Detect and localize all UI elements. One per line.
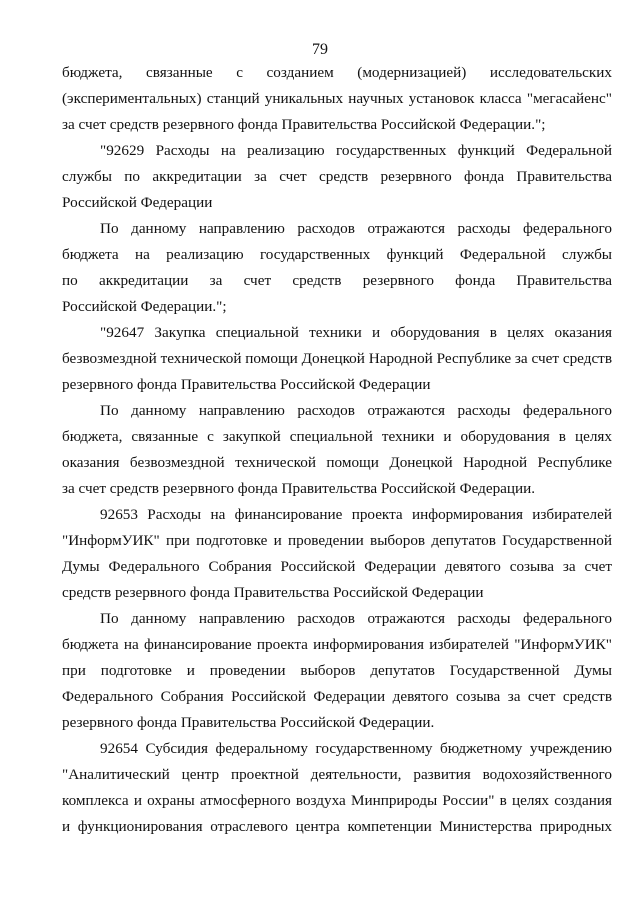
text-line: бюджета на реализацию государственных функций Федеральной службы [62,246,612,263]
text-line: 92653 Расходы на финансирование проекта информирования избирателей [100,506,612,523]
text-line: "Аналитический центр проектной деятельности, развития водохозяйственного [62,766,612,783]
paragraph [62,320,612,398]
text-line: Думы Федерального Собрания Российской Федерации девятого созыва за счет [62,558,612,575]
paragraph [62,606,612,736]
document-body [62,60,612,840]
text-line: "ИнформУИК" при подготовке и проведении выборов депутатов Государственной [62,532,612,549]
text-line: оказания безвозмездной технической помощи Донецкой Народной Республике [62,454,612,471]
text-line: резервного фонда Правительства Российской Федерации. [62,714,435,731]
text-line: комплекса и охраны атмосферного воздуха Минприроды России" в целях создания [62,792,612,809]
text-line: "92647 Закупка специальной техники и оборудования в целях оказания [100,324,612,341]
text-line: бюджета на финансирование проекта информирования избирателей "ИнформУИК" [62,636,612,653]
text-line: По данному направлению расходов отражаются расходы федерального [100,220,612,237]
text-line: при подготовке и проведении выборов депутатов Государственной Думы [62,662,612,679]
text-line: по аккредитации за счет средств резервного фонда Правительства [62,272,612,289]
text-line: По данному направлению расходов отражаются расходы федерального [100,610,612,627]
text-line: и функционирования отраслевого центра компетенции Министерства природных [62,818,612,835]
paragraph [62,60,612,138]
text-line: "92629 Расходы на реализацию государственных функций Федеральной [100,142,612,159]
text-line: безвозмездной технической помощи Донецкой Народной Республике за счет средств [62,350,612,367]
paragraph [62,216,612,320]
page-number: 79 [312,41,328,58]
paragraph [62,138,612,216]
paragraph [62,398,612,502]
paragraph [62,736,612,840]
text-line: (экспериментальных) станций уникальных научных установок класса "мегасайенс" [62,90,612,107]
text-line: службы по аккредитации за счет средств резервного фонда Правительства [62,168,612,185]
text-line: бюджета, связанные с созданием (модернизацией) исследовательских [62,64,612,81]
text-line: Российской Федерации [62,194,213,211]
text-line: за счет средств резервного фонда Правительства Российской Федерации. [62,480,536,497]
paragraph [62,502,612,606]
text-line: за счет средств резервного фонда Правительства Российской Федерации."; [62,116,546,133]
text-line: бюджета, связанные с закупкой специальной техники и оборудования в целях [62,428,612,445]
text-line: Федерального Собрания Российской Федерации девятого созыва за счет средств [62,688,612,705]
text-line: резервного фонда Правительства Российской Федерации [62,376,431,393]
text-line: Российской Федерации."; [62,298,227,315]
text-line: По данному направлению расходов отражаются расходы федерального [100,402,612,419]
text-line: средств резервного фонда Правительства Российской Федерации [62,584,484,601]
text-line: 92654 Субсидия федеральному государственному бюджетному учреждению [100,740,612,757]
